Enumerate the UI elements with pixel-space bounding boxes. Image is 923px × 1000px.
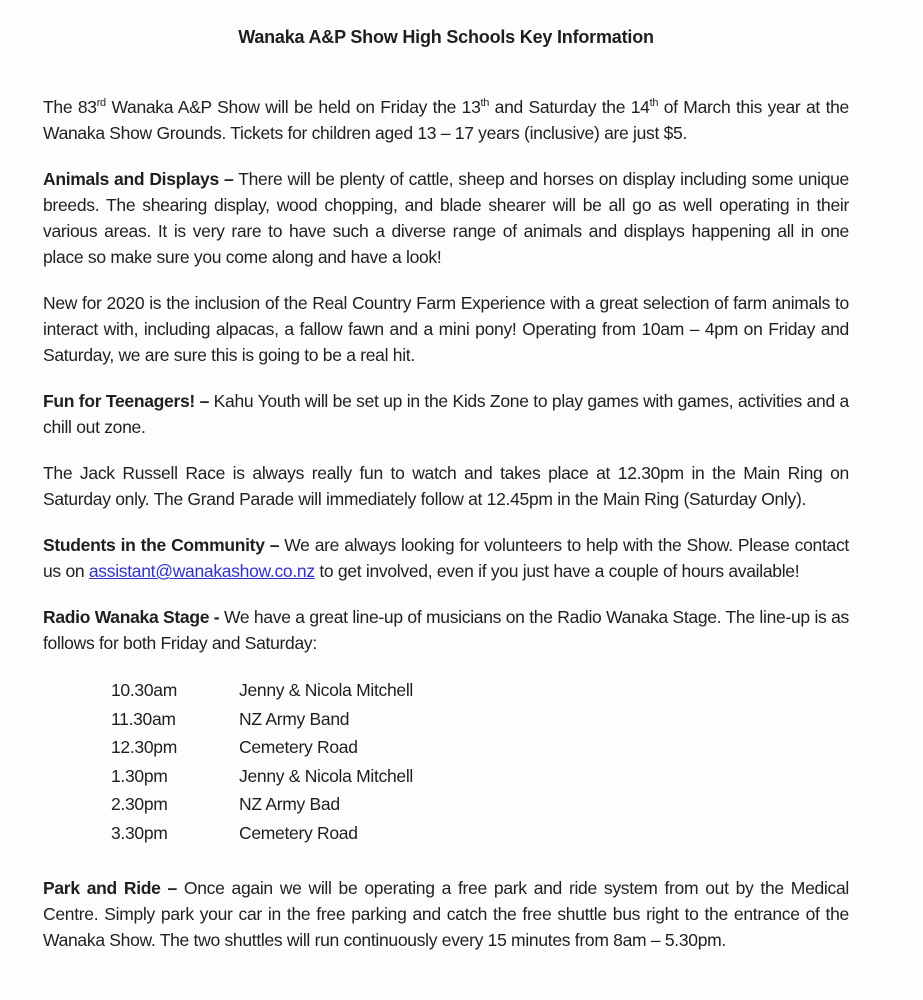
park-and-ride-text: Once again we will be operating a free park and ride system from out by the Medical Centre. Simply park your car in the free parking and catch the free shuttle bus right to the entrance of the Wanaka Show. The two shuttles will run continuously every 15 minutes from 8am – 5.30pm. [43, 878, 849, 950]
paragraph-students-in-the-community [43, 532, 849, 584]
schedule-artist: NZ Army Band [239, 708, 350, 729]
students-text-before-link: We are always looking for volunteers to help with the Show. Please contact us on [43, 535, 849, 581]
schedule-time: 12.30pm [111, 737, 178, 757]
intro-superscript-th-13: th [480, 97, 490, 110]
students-text-after-link: to get involved, even if you just have a couple of hours available! [314, 561, 800, 581]
intro-superscript-rd: rd [96, 97, 106, 110]
paragraph-radio-wanaka-stage [43, 604, 849, 656]
intro-superscript-th-14: th [649, 97, 659, 110]
intro-text-2: Wanaka A&P Show will be held on Friday the 13 [105, 97, 481, 117]
paragraph-fun-for-teenagers [43, 388, 849, 440]
schedule-row [111, 790, 849, 819]
section-heading-fun-for-teenagers: Fun for Teenagers! – [43, 391, 210, 411]
animals-and-displays-text: There will be plenty of cattle, sheep and horses on display including some unique breeds. The shearing display, wood chopping, and blade shearer will be all go as well operating in their various areas. It is very rare to have such a diverse range of animals and displays happening all in one place so make sure you come along and have a look! [43, 169, 849, 267]
intro-text-3: and Saturday the 14 [489, 97, 650, 117]
schedule-artist: Jenny & Nicola Mitchell [239, 680, 414, 700]
email-link[interactable]: assistant@wanakashow.co.nz [88, 561, 315, 581]
schedule-artist: Jenny & Nicola Mitchell [239, 765, 414, 786]
lineup-schedule [111, 676, 849, 847]
schedule-row [111, 762, 849, 791]
paragraph-animals-and-displays [43, 166, 849, 270]
schedule-row [111, 705, 849, 734]
paragraph-park-and-ride [43, 875, 849, 953]
schedule-row [111, 733, 849, 762]
schedule-artist: NZ Army Bad [239, 794, 340, 814]
schedule-time: 1.30pm [111, 765, 168, 786]
section-heading-animals-and-displays: Animals and Displays – [43, 169, 234, 189]
paragraph-new-for-2020 [43, 290, 849, 368]
section-heading-park-and-ride: Park and Ride – [43, 878, 177, 898]
schedule-artist: Cemetery Road [239, 737, 358, 757]
schedule-time: 11.30am [111, 708, 176, 729]
document-title: Wanaka A&P Show High Schools Key Information [238, 27, 654, 47]
schedule-time: 3.30pm [111, 822, 168, 843]
jack-russell-race-text: The Jack Russell Race is always really fun to watch and takes place at 12.30pm in the Main Ring on Saturday only. The Grand Parade will immediately follow at 12.45pm in the Main Ring (Saturday Only). [43, 463, 849, 509]
section-heading-students-in-the-community: Students in the Community – [43, 535, 280, 555]
fun-for-teenagers-text: Kahu Youth will be set up in the Kids Zone to play games with games, activities and a chill out zone. [43, 391, 849, 437]
paragraph-jack-russell-race [43, 460, 849, 512]
new-for-2020-text: New for 2020 is the inclusion of the Real Country Farm Experience with a great selection of farm animals to interact with, including alpacas, a fallow fawn and a mini pony! Operating from 10am – 4pm on Friday and Saturday, we are sure this is going to be a real hit. [43, 293, 849, 365]
schedule-time: 2.30pm [111, 794, 168, 814]
intro-text-4: of March this year at the Wanaka Show Grounds. Tickets for children aged 13 – 17 years (inclusive) are just $5. [43, 97, 849, 143]
intro-text-1: The 83 [43, 97, 97, 117]
paragraph-intro [43, 94, 849, 146]
schedule-row [111, 819, 849, 848]
schedule-time: 10.30am [111, 680, 178, 700]
schedule-row [111, 676, 849, 705]
radio-wanaka-stage-text: We have a great line-up of musicians on the Radio Wanaka Stage. The line-up is as follows for both Friday and Saturday: [43, 607, 850, 653]
section-heading-radio-wanaka-stage: Radio Wanaka Stage - [43, 607, 220, 627]
schedule-artist: Cemetery Road [239, 822, 358, 843]
